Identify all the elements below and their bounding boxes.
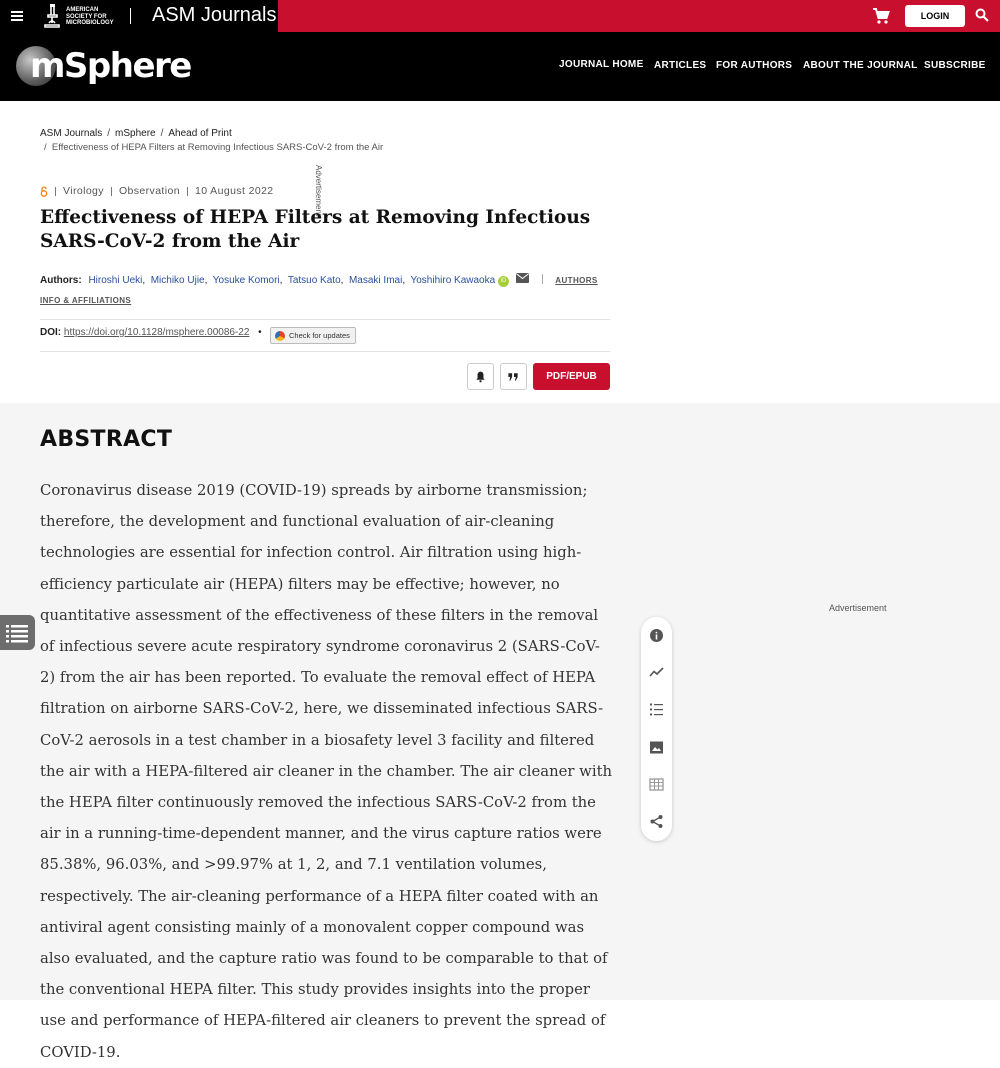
doi-label: DOI:	[40, 327, 62, 338]
breadcrumb-current: / Effectiveness of HEPA Filters at Removing Infectious SARS-CoV-2 from the Air	[44, 142, 384, 153]
article-meta	[40, 185, 274, 197]
abstract-text: Coronavirus disease 2019 (COVID-19) spreads by airborne transmission; therefore, the development and functional evaluation of air-cleaning technologies are essential for infection control. Air filtration using high-efficiency particulate air (HEPA) filters may be effective; however, no quantitative assessment of the effectiveness of these filters in the removal of infectious severe acute respiratory syndrome coronavirus 2 (SARS-CoV-2) from the air has been reported. To evaluate the removal effect of HEPA filtration on airborne SARS-CoV-2, here, we disseminated infectious SARS-CoV-2 aerosols in a test chamber in a biosafety level 3 facility and filtered the air with a HEPA-filtered air cleaner in the chamber. The air cleaner with the HEPA filter continuously removed the infectious SARS-CoV-2 from the air in a running-time-dependent manner, and the virus capture ratios were 85.38%, 96.03%, and >99.97% at 1, 2, and 7.1 ventilation volumes, respectively. The air-cleaning performance of a HEPA filter coated with an antiviral agent consisting mainly of a monovalent copper compound was also evaluated, and the capture ratio was found to be comparable to that of the conventional HEPA filter. This study provides insights into the proper use and performance of HEPA-filtered air cleaners to prevent the spread of COVID-19.	[40, 482, 613, 1061]
breadcrumb-ahead-of-print[interactable]: Ahead of Print	[168, 128, 232, 139]
asm-journals-brand[interactable]: ASM Journals	[152, 4, 277, 26]
breadcrumb-asm-journals[interactable]: ASM Journals	[40, 128, 103, 139]
authors-label: Authors:	[40, 275, 82, 286]
doi-row: DOI: https://doi.org/10.1128/msphere.00086-22 •	[40, 327, 262, 338]
nav-journal-home[interactable]: JOURNAL HOME	[559, 59, 644, 70]
quote-icon	[501, 364, 526, 389]
publisher-name: AMERICAN SOCIETY FOR MICROBIOLOGY	[66, 7, 114, 26]
abstract-heading: ABSTRACT	[40, 427, 173, 452]
email-icon[interactable]	[516, 273, 529, 283]
advertisement-label: Advertisement	[829, 603, 887, 613]
doi-link[interactable]: https://doi.org/10.1128/msphere.00086-22	[63, 327, 250, 338]
check-for-updates-button[interactable]: Check for updates	[270, 327, 356, 344]
nav-articles[interactable]: ARTICLES	[654, 60, 707, 71]
article-type-label: Observation	[118, 185, 180, 197]
share-icon[interactable]	[649, 814, 664, 829]
authors-affiliations-link[interactable]: AUTHORS INFO & AFFILIATIONS	[40, 276, 598, 305]
table-of-contents-toggle[interactable]	[0, 615, 35, 650]
info-icon[interactable]	[649, 628, 664, 643]
author-link[interactable]: Masaki Imai	[348, 275, 403, 286]
author-link[interactable]: Hiroshi Ueki	[88, 275, 143, 286]
search-icon[interactable]	[975, 8, 989, 22]
pdf-epub-button[interactable]: PDF/EPUB	[533, 363, 610, 390]
subject-label[interactable]: Virology	[63, 185, 104, 197]
nav-for-authors[interactable]: FOR AUTHORS	[716, 60, 793, 71]
divider	[40, 351, 610, 352]
tables-icon[interactable]	[649, 777, 664, 792]
article-title: Effectiveness of HEPA Filters at Removing Infectious SARS-CoV-2 from the Air	[40, 207, 591, 252]
article-tools-rail	[641, 617, 672, 841]
journal-header	[0, 32, 1000, 101]
advertisement-label-vertical: Advertisement	[314, 165, 323, 217]
list-icon	[0, 615, 35, 650]
author-link[interactable]: Michiko Ujie	[150, 275, 205, 286]
cart-icon[interactable]	[872, 7, 890, 25]
author-link[interactable]: Tatsuo Kato	[287, 275, 341, 286]
cite-button[interactable]	[500, 363, 527, 390]
publication-date: 10 August 2022	[194, 185, 274, 197]
authors-list: Authors: Hiroshi Ueki, Michiko Ujie, Yosuke Komori, Tatsuo Kato, Masaki Imai, Yoshihiro Kawaoka iD AUTHORS INFO & AFFILIATIONS	[40, 275, 598, 305]
nav-subscribe[interactable]: SUBSCRIBE	[924, 60, 986, 71]
nav-about-the-journal[interactable]: ABOUT THE JOURNAL	[803, 60, 918, 71]
asm-brand-bar	[0, 0, 278, 32]
login-button[interactable]: LOGIN	[905, 5, 965, 27]
top-bar	[0, 0, 1000, 32]
bell-icon	[468, 364, 493, 389]
contents-icon[interactable]	[649, 702, 664, 717]
open-access-icon	[40, 186, 48, 197]
breadcrumb: ASM Journals / mSphere / Ahead of Print	[40, 128, 232, 139]
breadcrumb-msphere[interactable]: mSphere	[115, 128, 156, 139]
metrics-icon[interactable]	[649, 665, 664, 680]
asm-microscope-logo-icon[interactable]	[42, 3, 62, 30]
author-link[interactable]: Yosuke Komori	[212, 275, 280, 286]
menu-icon[interactable]	[11, 11, 23, 21]
alert-button[interactable]	[467, 363, 494, 390]
divider	[40, 319, 610, 320]
msphere-logo[interactable]	[14, 43, 191, 91]
journal-logo-text: mSphere	[30, 46, 191, 86]
crossmark-icon	[275, 331, 285, 341]
figures-icon[interactable]	[649, 740, 664, 755]
author-link[interactable]: Yoshihiro Kawaoka	[410, 275, 496, 286]
brand-divider	[130, 8, 131, 24]
orcid-icon[interactable]: iD	[498, 276, 509, 287]
